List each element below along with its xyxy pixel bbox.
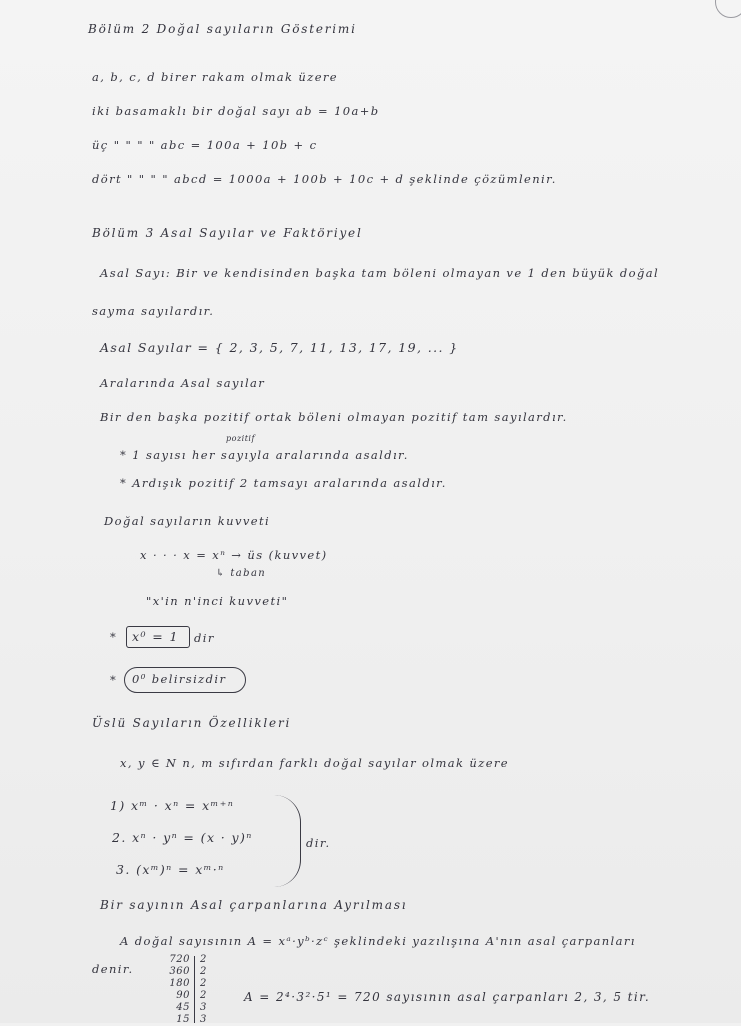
rule-2: 2. xⁿ · yⁿ = (x · y)ⁿ	[112, 830, 253, 845]
note-line: Asal Sayılar = { 2, 3, 5, 7, 11, 13, 17, 19, ... }	[100, 340, 459, 355]
heading-asal-carpanlar: Bir sayının Asal çarpanlarına Ayrılması	[100, 898, 408, 912]
divisor: 3	[200, 1002, 207, 1013]
note-line: Asal Sayı: Bir ve kendisinden başka tam böleni olmayan ve 1 den büyük doğal	[100, 266, 660, 280]
right-brace	[274, 795, 301, 887]
division-dividends	[158, 954, 190, 1026]
divisor: 2	[200, 990, 207, 1001]
insertion-note: pozitif	[226, 434, 255, 443]
base-label: ↳ taban	[216, 568, 267, 579]
star-mark: *	[110, 673, 118, 687]
subheading: Aralarında Asal sayılar	[100, 376, 266, 390]
quote-line: "x'in n'inci kuvveti"	[146, 594, 289, 608]
dividend: 180	[169, 978, 190, 989]
note-line: a, b, c, d birer rakam olmak üzere	[92, 70, 339, 84]
note-line: Bir den başka pozitif ortak böleni olmayan pozitif tam sayılardır.	[100, 410, 568, 424]
note-line: denir.	[92, 962, 134, 976]
star-mark: *	[110, 630, 118, 644]
rule-3: 3. (xᵐ)ⁿ = xᵐ·ⁿ	[116, 862, 225, 877]
note-line: iki basamaklı bir doğal sayı ab = 10a+b	[92, 104, 380, 118]
dividend: 45	[176, 1002, 190, 1013]
formula-zero-power: x⁰ = 1	[132, 629, 179, 644]
divisor: 2	[200, 978, 207, 989]
note-line: dir	[194, 631, 215, 645]
rule-1: 1) xᵐ · xⁿ = xᵐ⁺ⁿ	[110, 798, 235, 813]
factorization-result: A = 2⁴·3²·5¹ = 720 sayısının asal çarpanları 2, 3, 5 tir.	[244, 990, 651, 1004]
note-line: A doğal sayısının A = xᵃ·yᵇ·zᶜ şeklindeki yazılışına A'nın asal çarpanları	[120, 934, 636, 948]
power-definition: x · · · x = xⁿ → üs (kuvvet)	[140, 548, 328, 562]
note-line: * Ardışık pozitif 2 tamsayı aralarında asaldır.	[120, 476, 447, 490]
heading-asal-sayilar: Bölüm 3 Asal Sayılar ve Faktöriyel	[92, 226, 363, 240]
division-line	[194, 956, 195, 1023]
heading-dogal-sayilar: Bölüm 2 Doğal sayıların Gösterimi	[88, 22, 357, 36]
heading-uslu-sayilar: Üslü Sayıların Özellikleri	[92, 716, 292, 730]
subheading: Doğal sayıların kuvveti	[104, 514, 271, 528]
divisor: 3	[200, 1014, 207, 1025]
note-line: üç " " " " abc = 100a + 10b + c	[92, 138, 318, 152]
note-line: sayma sayılardır.	[92, 304, 215, 318]
zero-zero-undefined: 0⁰ belirsizdir	[132, 672, 227, 686]
page-corner-mark	[715, 0, 741, 18]
divisor: 2	[200, 966, 207, 977]
note-line: dir.	[306, 836, 331, 850]
divisor: 2	[200, 954, 207, 965]
dividend: 360	[169, 966, 190, 977]
dividend: 720	[169, 954, 190, 965]
note-line: * 1 sayısı her sayıyla aralarında asaldır.	[120, 448, 409, 462]
dividend: 15	[176, 1014, 190, 1025]
note-line: dört " " " " abcd = 1000a + 100b + 10c + d şeklinde çözümlenir.	[92, 172, 557, 186]
division-divisors	[200, 954, 207, 1026]
dividend: 90	[176, 990, 190, 1001]
note-line: x, y ∈ N n, m sıfırdan farklı doğal sayılar olmak üzere	[120, 756, 510, 770]
